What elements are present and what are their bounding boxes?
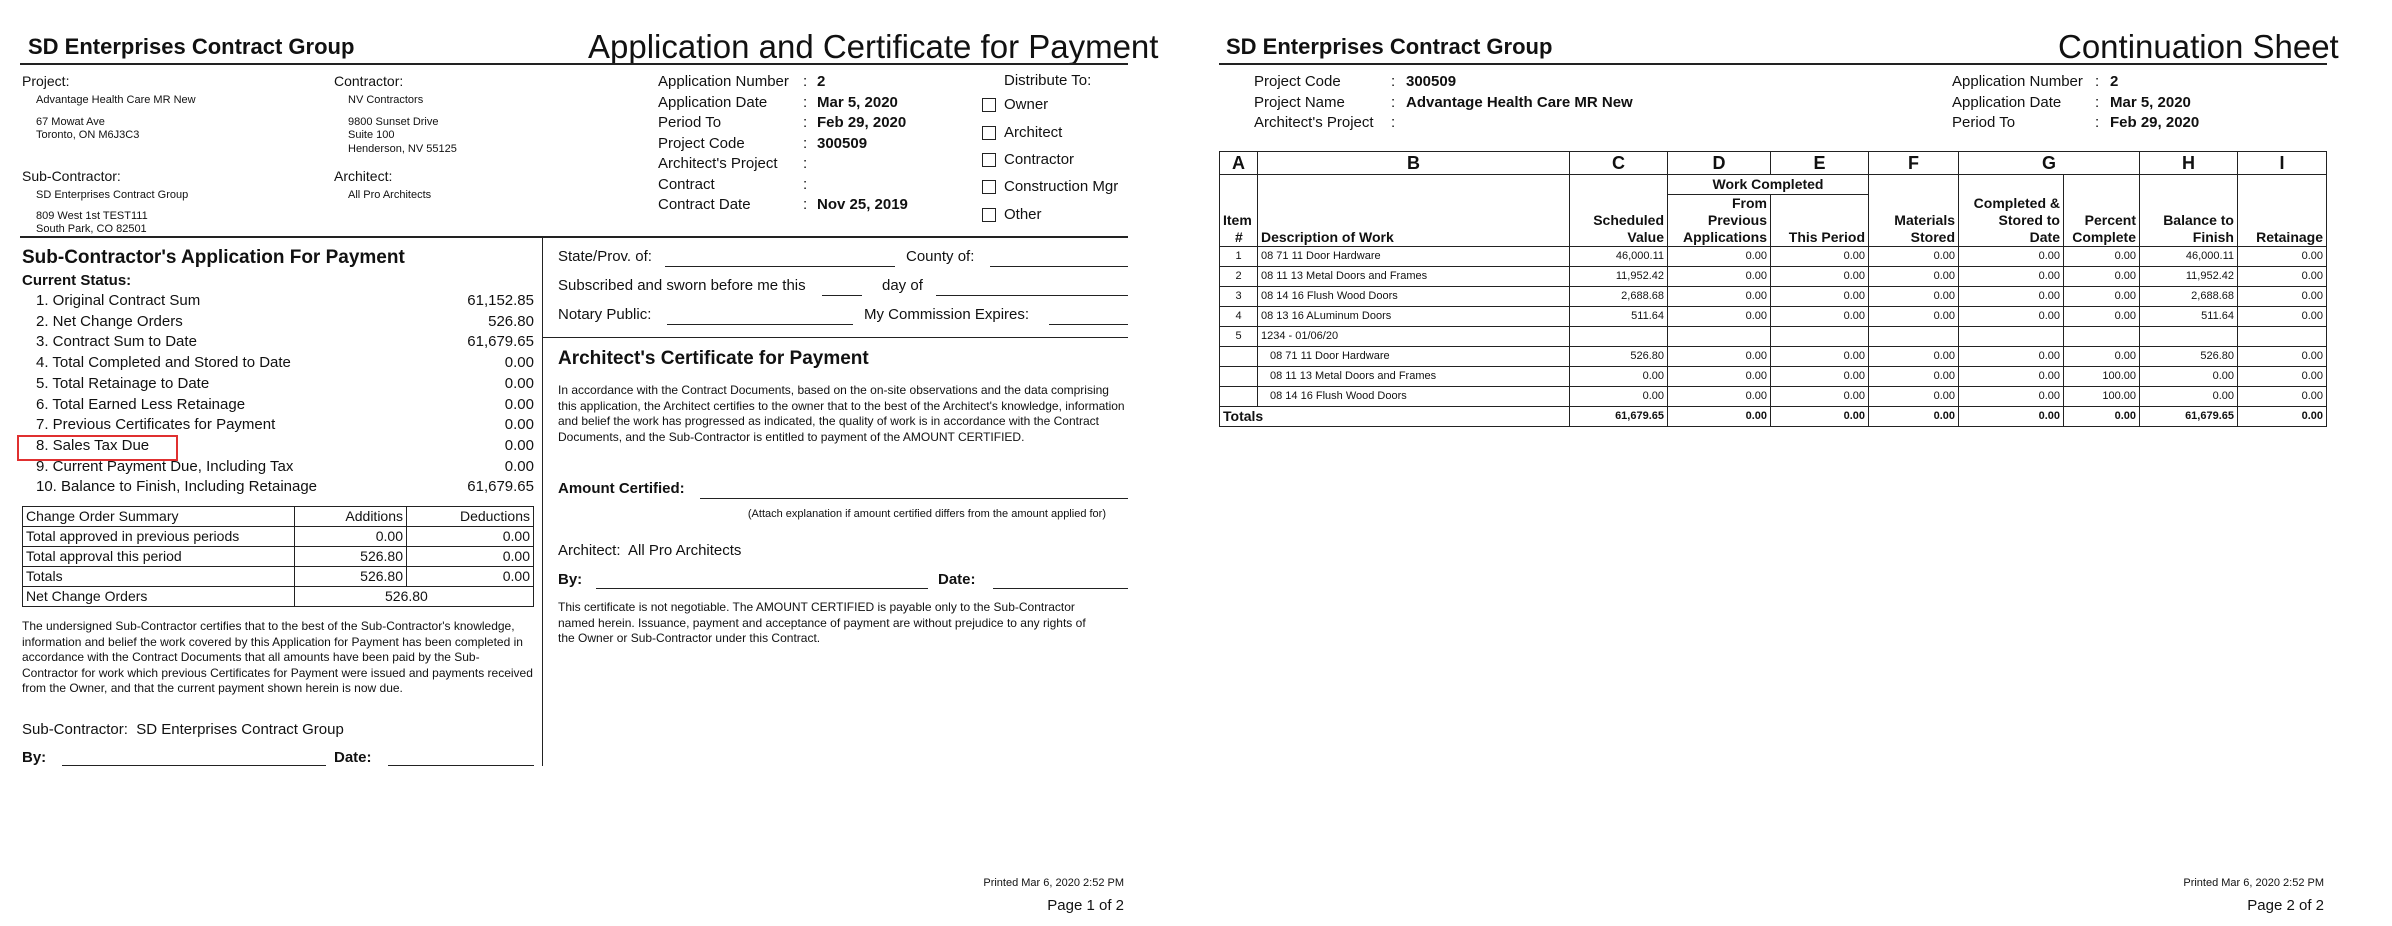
right-info-labels: Application Number Application Date Period To <box>1952 73 2083 131</box>
item-description: 1234 - 01/06/20 <box>1258 327 1570 347</box>
cell-value: 0.00 <box>1668 347 1771 367</box>
cell-value: 0.00 <box>2140 367 2238 387</box>
table-row <box>1220 267 2327 287</box>
cell-value: 0.00 <box>2140 387 2238 407</box>
app-info-labels <box>658 72 789 216</box>
column-letter-row: A B C D E F G H I <box>1220 152 2327 175</box>
item-description: 08 13 16 ALuminum Doors <box>1258 307 1570 327</box>
contractor-label: Contractor: <box>334 73 404 89</box>
cell-value: 0.00 <box>2238 387 2327 407</box>
app-info-label: Architect's Project <box>658 155 778 172</box>
contractor-address-3: Henderson, NV 55125 <box>348 143 457 155</box>
application-heading: Sub-Contractor's Application For Payment <box>22 247 405 268</box>
date2-label: Date: <box>938 571 976 588</box>
cell-value: 0.00 <box>1570 387 1668 407</box>
cell-value: 0.00 <box>1869 367 1959 387</box>
item-description: 08 71 11 Door Hardware <box>1258 247 1570 267</box>
right-info-colons: : : : <box>2095 73 2100 131</box>
cell-value: 0.00 <box>1959 267 2064 287</box>
distribute-other: Other <box>1004 206 1042 223</box>
cell-value: 46,000.11 <box>1570 247 1668 267</box>
cell-value: 0.00 <box>1771 307 1869 327</box>
by-signature-line[interactable] <box>62 765 326 766</box>
left-info-colons: : : : <box>1391 73 1396 131</box>
cell-value: 0.00 <box>1668 267 1771 287</box>
subcontractor-address-1: 809 West 1st TEST111 <box>36 210 148 222</box>
current-status-label: Current Status: <box>22 272 132 289</box>
item-number: 3 <box>1220 287 1258 307</box>
cell-value: 0.00 <box>2064 347 2140 367</box>
cell-value: 0.00 <box>1869 247 1959 267</box>
app-info-label: Period To <box>658 114 722 131</box>
commission-label: My Commission Expires: <box>864 306 1030 323</box>
cell-value: 0.00 <box>1869 387 1959 407</box>
subcontractor-address-2: South Park, CO 82501 <box>36 223 147 235</box>
contract-date: Nov 25, 2019 <box>817 196 908 213</box>
application-date: Mar 5, 2020 <box>817 93 898 111</box>
continuation-table <box>1219 151 2327 427</box>
date-line[interactable] <box>388 765 534 766</box>
table-row: Totals 526.80 0.00 <box>23 567 534 587</box>
application-number: 2 <box>2110 73 2119 90</box>
cell-value: 0.00 <box>1959 247 2064 267</box>
date2-line[interactable] <box>993 588 1128 589</box>
cell-value: 0.00 <box>1668 247 1771 267</box>
cell-value: 0.00 <box>1668 387 1771 407</box>
totals-row: Totals 61,679.65 0.00 0.00 0.00 0.00 0.00 61,679.65 0.00 <box>1220 407 2327 427</box>
left-info-labels: Project Code Project Name Architect's Project <box>1254 73 1374 131</box>
page-title: Continuation Sheet <box>2058 28 2339 65</box>
company-name: SD Enterprises Contract Group <box>1226 34 1553 59</box>
cell-value: 2,688.68 <box>2140 287 2238 307</box>
amount-certified-label: Amount Certified: <box>558 480 685 497</box>
right-info-values <box>2110 72 2199 134</box>
cell-value: 0.00 <box>1668 367 1771 387</box>
status-list <box>36 291 534 498</box>
status-line: 3. Contract Sum to Date 61,679.65 <box>36 333 534 351</box>
cell-value: 0.00 <box>2238 287 2327 307</box>
cell-value: 0.00 <box>2064 307 2140 327</box>
item-description: 08 14 16 Flush Wood Doors <box>1258 387 1570 407</box>
app-info-label: Contract <box>658 175 715 193</box>
by2-label: By: <box>558 571 583 588</box>
cell-value: 511.64 <box>1570 307 1668 327</box>
printed-timestamp: Printed Mar 6, 2020 2:52 PM <box>2183 877 2324 889</box>
table-row <box>1220 327 2327 347</box>
contractor-name: NV Contractors <box>348 94 424 106</box>
distribute-owner: Owner <box>1004 96 1049 113</box>
contractor-address-2: Suite 100 <box>348 129 395 141</box>
cell-value: 0.00 <box>1869 347 1959 367</box>
cell-value: 2,688.68 <box>1570 287 1668 307</box>
status-line: 5. Total Retainage to Date 0.00 <box>36 374 534 392</box>
architect-name: All Pro Architects <box>348 189 432 201</box>
cell-value <box>1869 327 1959 347</box>
attach-note: (Attach explanation if amount certified differs from the amount applied for) <box>747 508 1106 520</box>
project-address-1: 67 Mowat Ave <box>36 116 105 128</box>
county-label: County of: <box>906 248 975 265</box>
status-line: 2. Net Change Orders 526.80 <box>36 312 534 330</box>
work-completed-header: Work Completed <box>1668 175 1869 195</box>
cell-value <box>1771 327 1869 347</box>
cell-value: 46,000.11 <box>2140 247 2238 267</box>
table-header-row: Change Order Summary Additions Deductions <box>23 507 534 527</box>
notary-label: Notary Public: <box>558 306 652 323</box>
company-name: SD Enterprises Contract Group <box>28 34 355 59</box>
cell-value <box>1570 327 1668 347</box>
status-line: 1. Original Contract Sum 61,152.85 <box>36 292 534 309</box>
state-label: State/Prov. of: <box>558 248 652 265</box>
cell-value: 0.00 <box>1959 307 2064 327</box>
item-description: 08 71 11 Door Hardware <box>1258 347 1570 367</box>
item-description: 08 11 13 Metal Doors and Frames <box>1258 267 1570 287</box>
table-row: Total approval this period 526.80 0.00 <box>23 547 534 567</box>
architect-certificate-text: In accordance with the Contract Documents, based on the on-site observations and the data comprising this application, the Architect certifies to the owner that to the best of the Architect's knowledge, information and belief the work has progressed as indicated, the quality of work is in accordance with the Contract Documents, and the Sub-Contractor is entitled to payment of the AMOUNT CERTIFIED. <box>558 383 1125 444</box>
project-name: Advantage Health Care MR New <box>36 94 196 106</box>
sales-tax-highlight <box>17 435 178 461</box>
cell-value: 100.00 <box>2064 387 2140 407</box>
project-code: 300509 <box>1406 73 1457 90</box>
certify-text: The undersigned Sub-Contractor certifies that to the best of the Sub-Contractor's knowledge, information and belief the work covered by this Application for Payment has been completed in accordance with the Contract Documents that all amounts have been paid by the Sub-Contractor for work which previous Certificates for Payment were issued and payments received from the Owner, and that the current payment shown herein is now due. <box>22 619 533 695</box>
distribute-architect: Architect <box>1004 124 1063 141</box>
cell-value: 0.00 <box>1959 367 2064 387</box>
architect-checkbox[interactable] <box>982 126 996 140</box>
architect-label: Architect: <box>334 168 393 184</box>
app-info-label: Application Date <box>658 93 768 111</box>
change-order-summary-table <box>22 506 534 607</box>
table-row <box>1220 347 2327 367</box>
item-number: 1 <box>1220 247 1258 267</box>
cell-value: 0.00 <box>1771 347 1869 367</box>
period-to: Feb 29, 2020 <box>2110 114 2200 131</box>
cell-value: 511.64 <box>2140 307 2238 327</box>
notary-line[interactable] <box>667 324 853 325</box>
cell-value: 0.00 <box>2238 367 2327 387</box>
cell-value: 0.00 <box>2238 307 2327 327</box>
project-name: Advantage Health Care MR New <box>1406 93 1633 111</box>
app-info-colons: : : : : : : : <box>803 73 808 213</box>
cell-value <box>1668 327 1771 347</box>
by2-signature-line[interactable] <box>596 588 928 589</box>
table-row: Total approved in previous periods 0.00 0.00 <box>23 527 534 547</box>
item-number: 2 <box>1220 267 1258 287</box>
cell-value: 0.00 <box>2238 347 2327 367</box>
table-row <box>1220 367 2327 387</box>
status-line: 9. Current Payment Due, Including Tax 0.00 <box>36 457 534 475</box>
contractor-address-1: 9800 Sunset Drive <box>348 116 439 128</box>
cell-value: 0.00 <box>1771 247 1869 267</box>
cell-value <box>1959 327 2064 347</box>
cell-value: 0.00 <box>2064 287 2140 307</box>
other-checkbox[interactable] <box>982 208 996 222</box>
page-number: Page 2 of 2 <box>2247 897 2324 914</box>
contractor-checkbox[interactable] <box>982 153 996 167</box>
table-row <box>1220 247 2327 267</box>
item-description: 08 11 13 Metal Doors and Frames <box>1258 367 1570 387</box>
amount-certified-line[interactable] <box>700 498 1128 499</box>
cell-value <box>2064 327 2140 347</box>
item-number: 5 <box>1220 327 1258 347</box>
status-line: 7. Previous Certificates for Payment 0.00 <box>36 416 534 434</box>
column-divider <box>542 237 543 766</box>
cell-value: 0.00 <box>1771 267 1869 287</box>
cell-value: 526.80 <box>1570 347 1668 367</box>
cell-value: 0.00 <box>1959 347 2064 367</box>
project-label: Project: <box>22 73 70 89</box>
cell-value: 0.00 <box>1771 367 1869 387</box>
sworn-day-line[interactable] <box>822 295 862 296</box>
cell-value: 0.00 <box>1959 287 2064 307</box>
item-description: 08 14 16 Flush Wood Doors <box>1258 287 1570 307</box>
day-of-label: day of <box>882 277 923 294</box>
cell-value: 0.00 <box>2238 247 2327 267</box>
distribute-contractor: Contractor <box>1004 151 1075 168</box>
commission-line[interactable] <box>1049 324 1128 325</box>
cell-value <box>2238 327 2327 347</box>
left-info-values <box>1406 72 1633 113</box>
table-row <box>1220 287 2327 307</box>
project-code: 300509 <box>817 134 868 152</box>
table-row <box>1220 307 2327 327</box>
application-number: 2 <box>817 73 826 90</box>
app-info-values <box>817 72 908 216</box>
sub-sign-label: Sub-Contractor: SD Enterprises Contract Group <box>22 721 344 738</box>
owner-checkbox[interactable] <box>982 98 996 112</box>
app-info-label: Project Code <box>658 134 745 152</box>
state-line[interactable] <box>665 266 895 267</box>
net-change-row: Net Change Orders 526.80 <box>23 587 534 607</box>
cell-value: 0.00 <box>1668 307 1771 327</box>
date-label: Date: <box>334 749 372 766</box>
cell-value: 11,952.42 <box>2140 267 2238 287</box>
contract <box>817 175 908 196</box>
sworn-label: Subscribed and sworn before me this <box>558 277 806 294</box>
non-negotiable-text: This certificate is not negotiable. The AMOUNT CERTIFIED is payable only to the Sub-Contractor named herein. Issuance, payment and acceptance of payment are without prejudice to any rights of the Owner or Sub-Contractor under this Contract. <box>558 600 1086 645</box>
distribute-construction-mgr: Construction Mgr <box>1004 178 1119 195</box>
day-of-line[interactable] <box>936 295 1128 296</box>
cell-value: 0.00 <box>2064 267 2140 287</box>
item-number <box>1220 347 1258 367</box>
subcontractor-label: Sub-Contractor: <box>22 168 121 184</box>
cell-value: 0.00 <box>1771 287 1869 307</box>
cell-value: 0.00 <box>1869 287 1959 307</box>
table-row <box>1220 387 2327 407</box>
sub-sign-name: SD Enterprises Contract Group <box>136 721 344 738</box>
cell-value: 0.00 <box>1869 307 1959 327</box>
cell-value: 0.00 <box>1570 367 1668 387</box>
item-number <box>1220 387 1258 407</box>
header-row-2: From Previous Applications This Period <box>1220 195 2327 247</box>
architect-sign-label: Architect: All Pro Architects <box>558 542 742 559</box>
architects-project <box>817 154 908 175</box>
construction-mgr-checkbox[interactable] <box>982 180 996 194</box>
printed-timestamp: Printed Mar 6, 2020 2:52 PM <box>983 877 1124 889</box>
status-line: 4. Total Completed and Stored to Date 0.00 <box>36 354 534 372</box>
header-row-1: Item # Description of Work Scheduled Value Work Completed Materials Stored Completed & Stored to Date Percent Complete Balance to Finish Retainage <box>1220 175 2327 195</box>
cell-value: 526.80 <box>2140 347 2238 367</box>
cell-value: 0.00 <box>1668 287 1771 307</box>
item-number <box>1220 367 1258 387</box>
application-date: Mar 5, 2020 <box>2110 93 2191 111</box>
subcontractor-name: SD Enterprises Contract Group <box>36 189 189 201</box>
architect-certificate-heading: Architect's Certificate for Payment <box>558 348 869 369</box>
distribute-label: Distribute To: <box>1004 72 1092 89</box>
period-to: Feb 29, 2020 <box>817 114 907 131</box>
cell-value: 0.00 <box>1771 387 1869 407</box>
county-line[interactable] <box>990 266 1128 267</box>
status-line-sales-tax: 8. Sales Tax Due 0.00 <box>36 436 534 454</box>
page-title: Application and Certificate for Payment <box>588 28 1159 65</box>
app-info-label: Contract Date <box>658 196 751 213</box>
app-info-label: Application Number <box>658 73 789 90</box>
cell-value: 0.00 <box>1869 267 1959 287</box>
status-line: 10. Balance to Finish, Including Retainage 61,679.65 <box>36 478 534 496</box>
status-line: 6. Total Earned Less Retainage 0.00 <box>36 395 534 413</box>
cell-value: 11,952.42 <box>1570 267 1668 287</box>
by-label: By: <box>22 749 47 766</box>
project-address-2: Toronto, ON M6J3C3 <box>36 129 140 141</box>
architect-sign-name: All Pro Architects <box>628 542 742 559</box>
cell-value: 100.00 <box>2064 367 2140 387</box>
page-number: Page 1 of 2 <box>1047 897 1124 914</box>
cell-value: 0.00 <box>2064 247 2140 267</box>
item-number: 4 <box>1220 307 1258 327</box>
cell-value: 0.00 <box>1959 387 2064 407</box>
cell-value <box>2140 327 2238 347</box>
cell-value: 0.00 <box>2238 267 2327 287</box>
